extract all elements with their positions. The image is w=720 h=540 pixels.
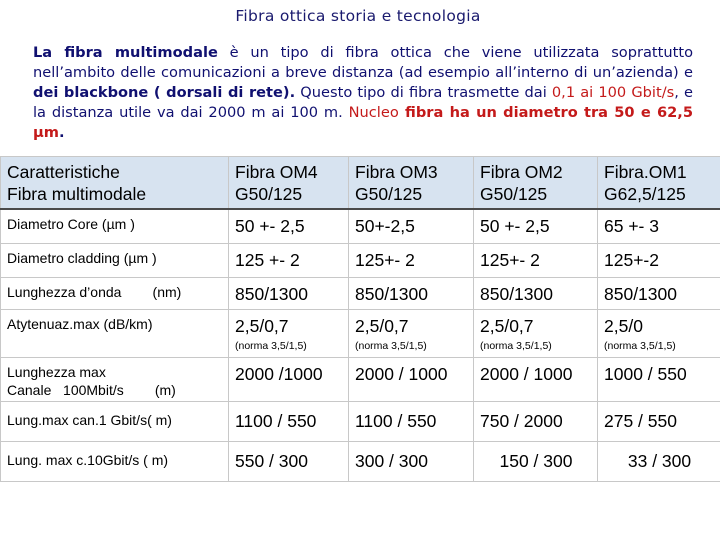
table-row bbox=[1, 278, 720, 310]
cell-value: 50+-2,5 bbox=[349, 209, 474, 244]
header-om4-code: G50/125 bbox=[235, 184, 303, 204]
intro-paragraph bbox=[33, 43, 693, 143]
cell-value: 33 / 300 bbox=[598, 442, 720, 482]
header-om3 bbox=[349, 157, 474, 209]
norm-note: (norma 3,5/1,5) bbox=[235, 340, 307, 352]
cell-value: 2000 / 1000 bbox=[349, 358, 474, 402]
header-om3-code: G50/125 bbox=[355, 184, 423, 204]
row-label: Atytenuaz.max (dB/km) bbox=[1, 310, 229, 358]
cell-value: 850/1300 bbox=[229, 278, 349, 310]
fiber-spec-table bbox=[0, 156, 720, 482]
cell-value: 65 +- 3 bbox=[598, 209, 720, 244]
intro-text: , e la distanza utile va dai 2000 m ai 100 m. bbox=[33, 84, 693, 121]
attenuation-value: 2,5/0,7 bbox=[355, 316, 409, 336]
header-label-cell bbox=[1, 157, 229, 209]
cell-value: 125+-2 bbox=[598, 244, 720, 278]
attenuation-value: 2,5/0 bbox=[604, 316, 643, 336]
norm-note: (norma 3,5/1,5) bbox=[604, 340, 676, 352]
table-row bbox=[1, 310, 720, 358]
row-label: Diametro cladding (µm ) bbox=[1, 244, 229, 278]
row-label: Diametro Core (µm ) bbox=[1, 209, 229, 244]
intro-text: Questo tipo di fibra trasmette dai bbox=[295, 84, 552, 101]
header-label-line2: Fibra multimodale bbox=[7, 184, 147, 204]
page-title: Fibra ottica storia e tecnologia bbox=[235, 7, 481, 25]
attenuation-value: 2,5/0,7 bbox=[480, 316, 534, 336]
header-om2 bbox=[474, 157, 598, 209]
cell-value bbox=[474, 310, 598, 358]
header-om2-code: G50/125 bbox=[480, 184, 548, 204]
cell-value bbox=[349, 310, 474, 358]
row-label: Lung. max c.10Gbit/s ( m) bbox=[1, 442, 229, 482]
cell-value bbox=[598, 310, 720, 358]
cell-value: 2000 / 1000 bbox=[474, 358, 598, 402]
cell-value: 850/1300 bbox=[474, 278, 598, 310]
cell-value: 150 / 300 bbox=[474, 442, 598, 482]
table-header-row bbox=[1, 157, 720, 209]
header-om4-name: Fibra OM4 bbox=[235, 162, 318, 182]
cell-value: 2000 /1000 bbox=[229, 358, 349, 402]
cell-value: 125 +- 2 bbox=[229, 244, 349, 278]
row-label-line1: Lunghezza max bbox=[7, 364, 106, 380]
cell-value: 850/1300 bbox=[349, 278, 474, 310]
cell-value: 50 +- 2,5 bbox=[229, 209, 349, 244]
table-row bbox=[1, 209, 720, 244]
table-row bbox=[1, 442, 720, 482]
row-label: Lunghezza d’onda (nm) bbox=[1, 278, 229, 310]
norm-note: (norma 3,5/1,5) bbox=[355, 340, 427, 352]
table-row bbox=[1, 358, 720, 402]
intro-backbone: dei blackbone ( dorsali di rete). bbox=[33, 84, 296, 101]
row-label-line2: Canale 100Mbit/s (m) bbox=[7, 382, 176, 398]
cell-value: 750 / 2000 bbox=[474, 402, 598, 442]
table-row bbox=[1, 244, 720, 278]
cell-value: 1100 / 550 bbox=[229, 402, 349, 442]
cell-value: 850/1300 bbox=[598, 278, 720, 310]
table-row bbox=[1, 402, 720, 442]
cell-value: 275 / 550 bbox=[598, 402, 720, 442]
cell-value: 125+- 2 bbox=[349, 244, 474, 278]
intro-core: Nucleo bbox=[348, 104, 399, 121]
intro-diameter: fibra ha un diametro tra 50 e 62,5 µm bbox=[33, 104, 693, 141]
header-om1-name: Fibra.OM1 bbox=[604, 162, 687, 182]
header-om1 bbox=[598, 157, 720, 209]
header-label-line1: Caratteristiche bbox=[7, 162, 120, 182]
intro-term: La fibra multimodale bbox=[33, 44, 218, 61]
header-om2-name: Fibra OM2 bbox=[480, 162, 563, 182]
row-label bbox=[1, 358, 229, 402]
header-om1-code: G62,5/125 bbox=[604, 184, 686, 204]
intro-period: . bbox=[58, 124, 65, 141]
cell-value bbox=[229, 310, 349, 358]
header-om3-name: Fibra OM3 bbox=[355, 162, 438, 182]
cell-value: 300 / 300 bbox=[349, 442, 474, 482]
cell-value: 1100 / 550 bbox=[349, 402, 474, 442]
header-om4 bbox=[229, 157, 349, 209]
attenuation-value: 2,5/0,7 bbox=[235, 316, 289, 336]
cell-value: 125+- 2 bbox=[474, 244, 598, 278]
norm-note: (norma 3,5/1,5) bbox=[480, 340, 552, 352]
cell-value: 50 +- 2,5 bbox=[474, 209, 598, 244]
row-label: Lung.max can.1 Gbit/s( m) bbox=[1, 402, 229, 442]
intro-speed: 0,1 ai 100 Gbit/s bbox=[551, 84, 675, 101]
cell-value: 1000 / 550 bbox=[598, 358, 720, 402]
cell-value: 550 / 300 bbox=[229, 442, 349, 482]
intro-text: è un tipo di fibra ottica che viene utilizzata soprattutto nell’ambito delle comunicazioni a breve distanza (ad esempio all’interno di un’azienda) e bbox=[33, 44, 693, 81]
